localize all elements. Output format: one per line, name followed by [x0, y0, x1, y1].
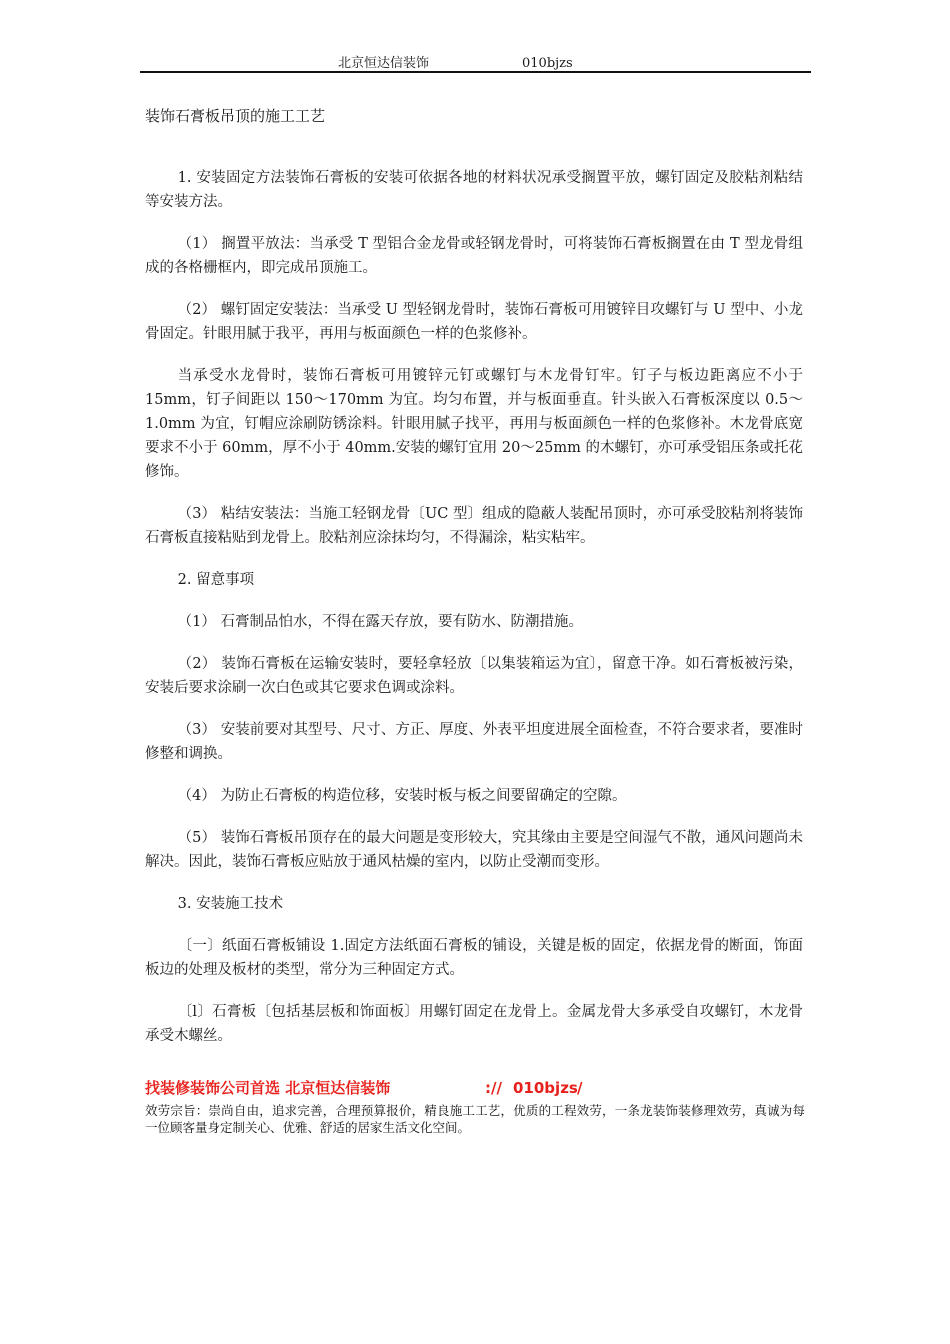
document-title: 装饰石膏板吊顶的施工工艺 — [145, 107, 326, 125]
page-footer — [145, 1077, 805, 1136]
paragraph-wood-keel: 当承受水龙骨时，装饰石膏板可用镀锌元钉或螺钉与木龙骨钉牢。钉子与板边距离应不小于 15mm，钉子间距以 150～170mm 为宜。均匀布置，并与板面垂直。针头嵌入石膏板深度以 0.5～1.0mm 为宜，钉帽应涂刷防锈涂料。针眼用腻子找平，再用与板面颜色一样的色浆修补。木龙骨底宽要求不小于 60mm，厚不小于 40mm.安装的螺钉宜用 20～25mm 的木螺钉，亦可承受铝压条或托花修饰。 — [145, 368, 803, 480]
footer-slogan-line — [145, 1077, 805, 1099]
section-heading-notes: 2. 留意事项 — [177, 572, 255, 588]
footer-domain: 010bjzs — [513, 1079, 578, 1097]
header-rule — [140, 71, 811, 73]
footer-url-slash: / — [577, 1079, 583, 1097]
header-site: 010bjzs — [522, 56, 573, 71]
document-body — [145, 166, 803, 1066]
paragraph-screw-fix: （2） 螺钉固定安装法：当承受 U 型轻钢龙骨时，装饰石膏板可用镀锌目攻螺钉与 U 型中、小龙骨固定。针眼用腻于我平，再用与板面颜色一样的色浆修补。 — [145, 302, 803, 342]
paragraph-note-5: （5） 装饰石膏板吊顶存在的最大问题是变形较大，究其缘由主要是空间湿气不散，通风问题尚未解决。因此，装饰石膏板应贴放于通风枯燥的室内，以防止受潮而变形。 — [145, 830, 803, 870]
header-company: 北京恒达信装饰 — [338, 56, 430, 71]
page-header — [140, 56, 810, 72]
paragraph-lay-flat: （1） 搁置平放法：当承受 T 型铝合金龙骨或轻钢龙骨时，可将装饰石膏板搁置在由 T 型龙骨组成的各格栅框内，即完成吊顶施工。 — [145, 236, 803, 276]
paragraph-note-3: （3） 安装前要对其型号、尺寸、方正、厚度、外表平坦度进展全面检查，不符合要求者，要准时修整和调换。 — [145, 722, 803, 762]
paragraph-note-1: （1） 石膏制品怕水，不得在露天存放，要有防水、防潮措施。 — [177, 614, 583, 630]
paragraph-adhesive: （3） 粘结安装法：当施工轻钢龙骨〔UC 型〕组成的隐蔽人装配吊顶时，亦可承受胶粘剂将装饰石膏板直接粘贴到龙骨上。胶粘剂应涂抹均匀，不得漏涂，粘实粘牢。 — [145, 506, 803, 546]
paragraph-note-4: （4） 为防止石膏板的构造位移，安装时板与板之间要留确定的空隙。 — [177, 788, 627, 804]
paragraph-install-methods: 1. 安装固定方法装饰石膏板的安装可依据各地的材料状况承受搁置平放，螺钉固定及胶粘剂粘结等安装方法。 — [145, 170, 803, 210]
footer-description: 效劳宗旨：崇尚自由，追求完善，合理预算报价，精良施工工艺，优质的工程效劳，一条龙装饰装修理效劳，真诚为每一位顾客量身定制关心、优雅、舒适的居家生活文化空间。 — [145, 1103, 805, 1135]
section-heading-technique: 3. 安装施工技术 — [177, 896, 284, 912]
footer-slogan: 找装修装饰公司首选 北京恒达信装饰 — [145, 1079, 391, 1097]
paragraph-paper-board: 〔一〕纸面石膏板铺设 1.固定方法纸面石膏板的铺设，关键是板的固定，依据龙骨的断面，饰面板边的处理及板材的类型，常分为三种固定方式。 — [145, 938, 803, 978]
footer-url-separator: :// — [485, 1079, 502, 1097]
paragraph-screw-keel: 〔l〕石膏板〔包括基层板和饰面板〕用螺钉固定在龙骨上。金属龙骨大多承受自攻螺钉，木龙骨承受木螺丝。 — [145, 1004, 803, 1044]
paragraph-note-2: （2） 装饰石膏板在运输安装时，要轻拿轻放〔以集装箱运为宜〕，留意干净。如石膏板被污染，安装后要求涂刷一次白色或其它要求色调或涂料。 — [145, 656, 803, 696]
